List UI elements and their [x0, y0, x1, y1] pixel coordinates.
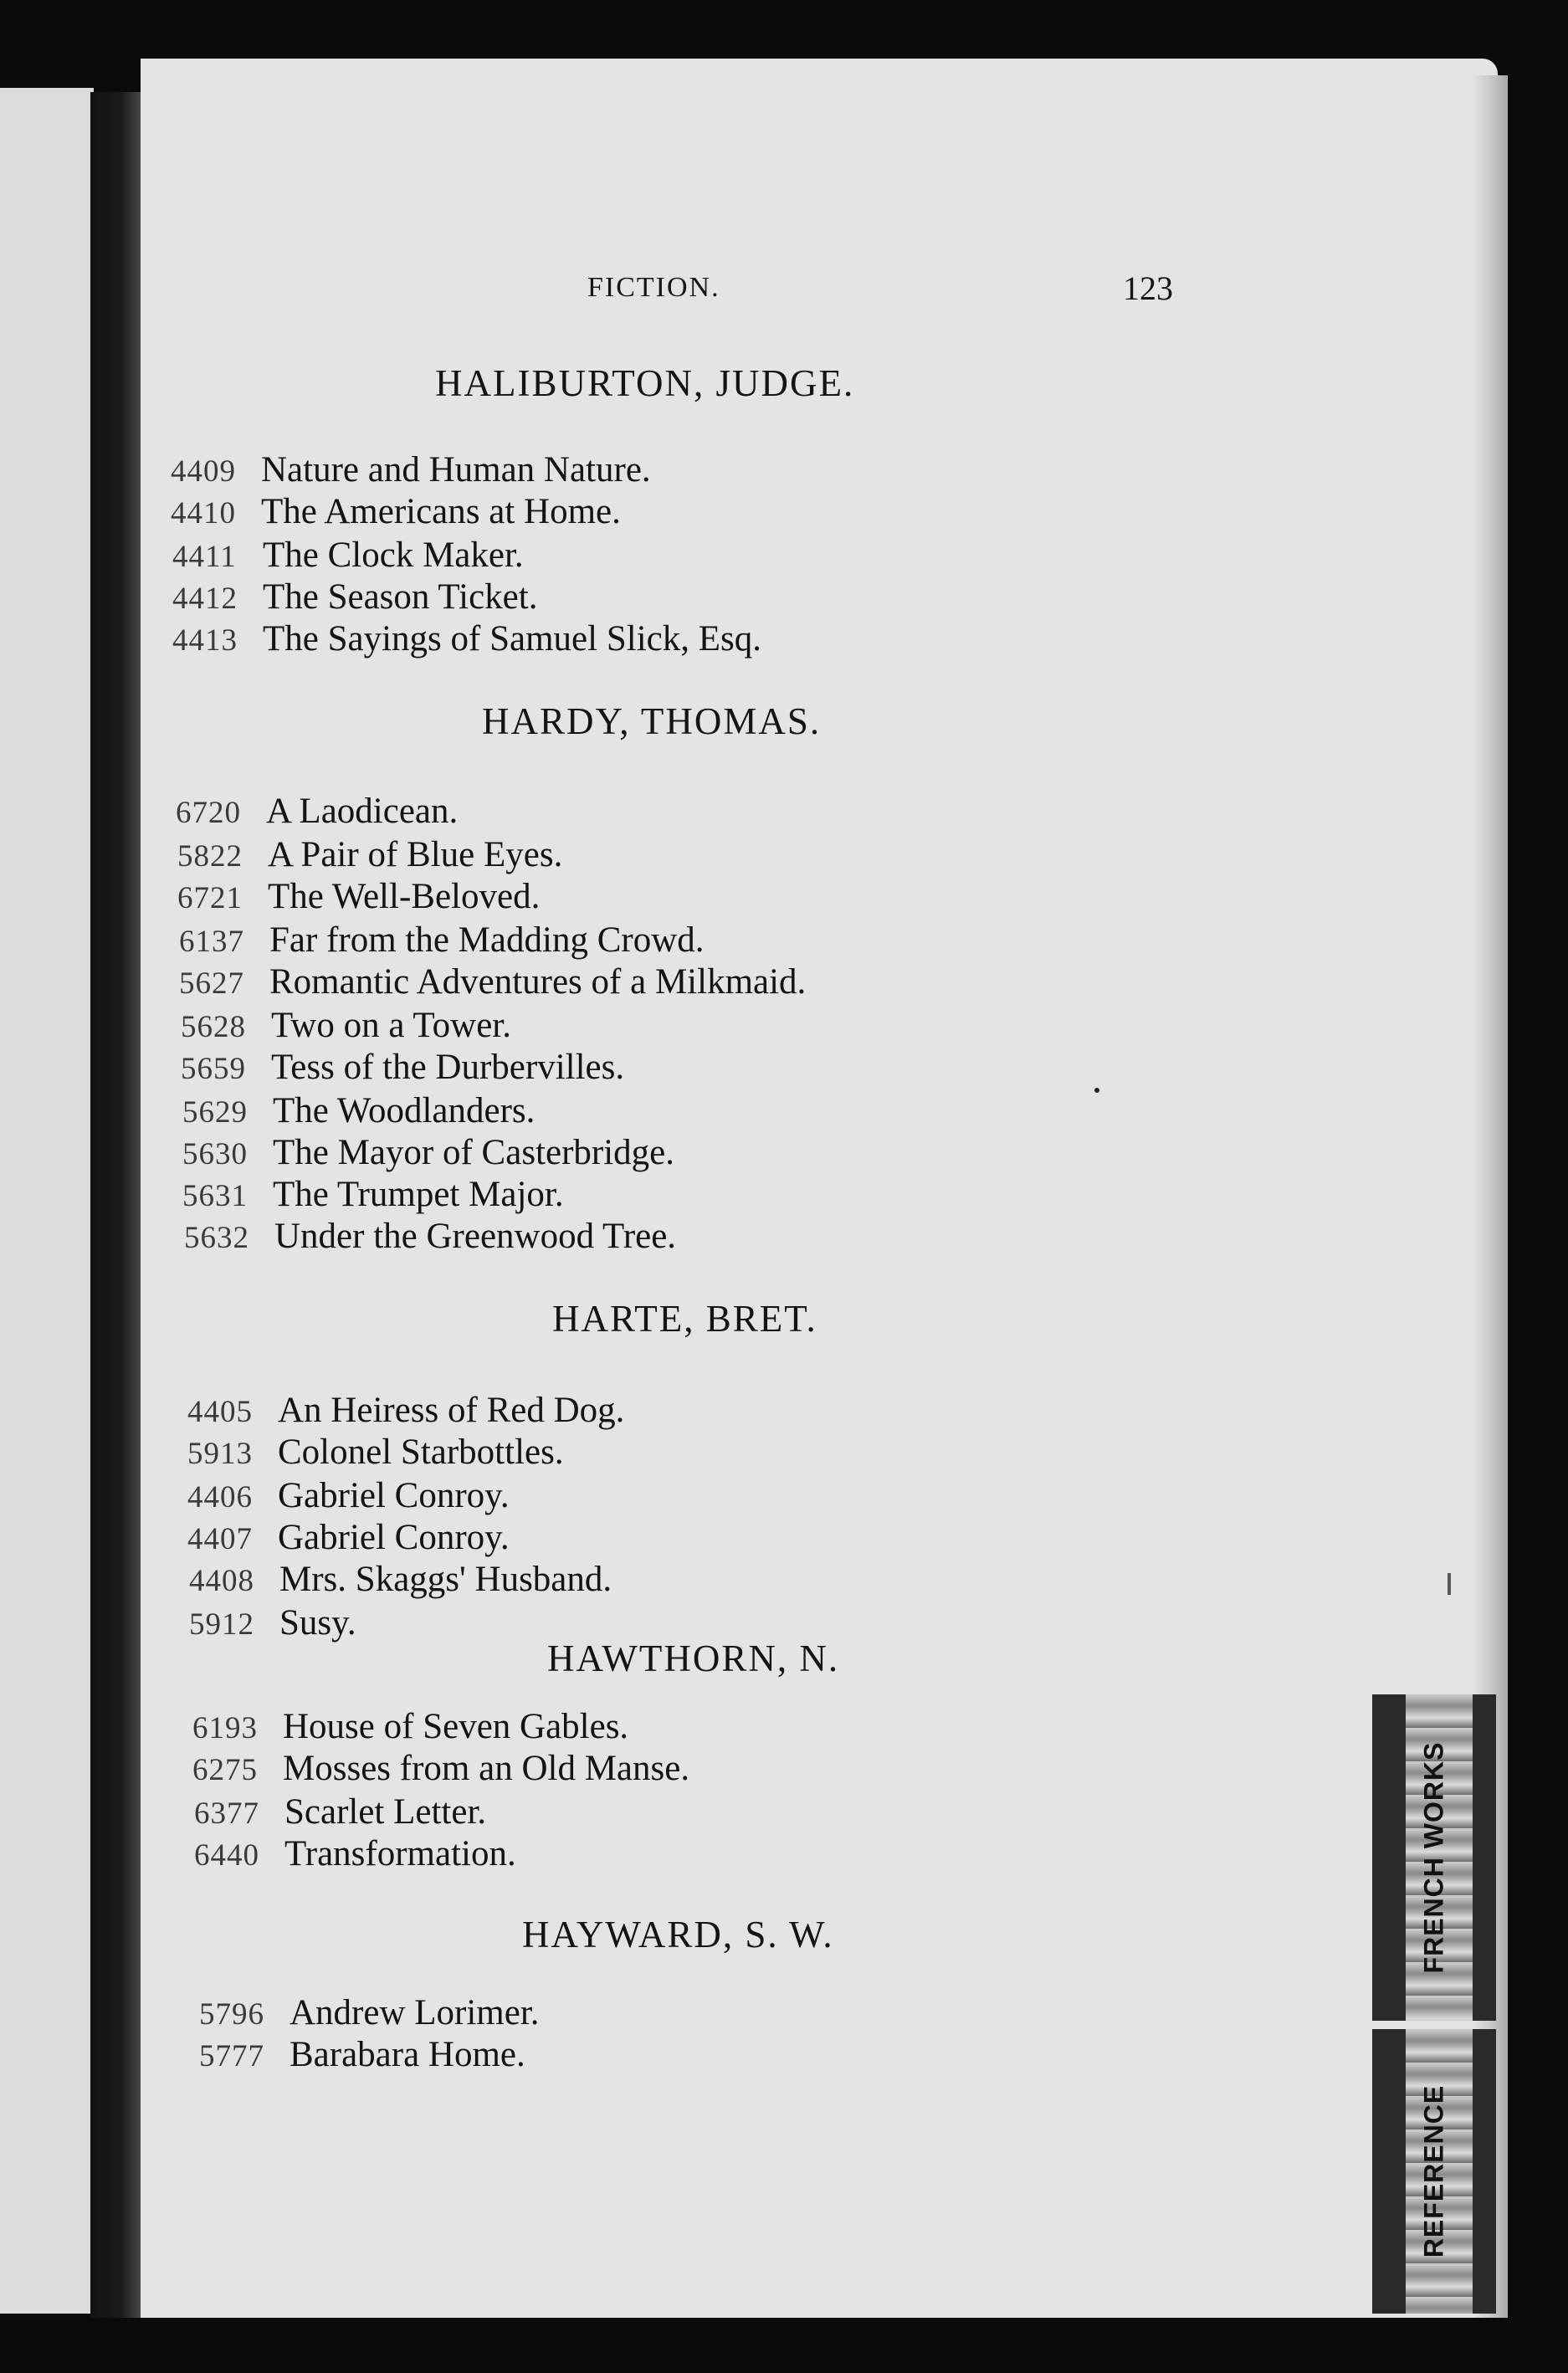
catalog-entry: [187, 1478, 510, 1514]
catalog-entry: [172, 621, 761, 657]
catalog-entry: [172, 579, 537, 615]
call-number: 6721: [177, 881, 243, 915]
running-head: FICTION.: [587, 272, 720, 303]
page-number: 123: [1123, 269, 1173, 307]
page-header: [0, 269, 1568, 314]
book-title: Colonel Starbottles.: [278, 1433, 564, 1472]
call-number: 4407: [187, 1522, 253, 1556]
catalog-entry: [189, 1605, 356, 1641]
call-number: 6440: [194, 1838, 259, 1873]
call-number: 4410: [171, 496, 236, 530]
call-number: 5659: [181, 1052, 246, 1086]
catalog-entry: [187, 1434, 564, 1470]
call-number: 4408: [189, 1564, 254, 1598]
book-title: Mrs. Skaggs' Husband.: [279, 1560, 612, 1599]
book-title: A Laodicean.: [266, 792, 459, 831]
tab-label: REFERENCE: [1418, 2084, 1449, 2258]
author-heading: HARDY, THOMAS.: [482, 700, 822, 742]
call-number: 6193: [192, 1711, 258, 1745]
catalog-entry: [199, 2037, 525, 2073]
call-number: 5796: [199, 1997, 264, 2032]
book-title: Tess of the Durbervilles.: [271, 1048, 625, 1087]
catalog-entry: [192, 1750, 689, 1786]
call-number: 5629: [182, 1095, 248, 1130]
call-number: 5822: [177, 839, 243, 874]
catalog-entry: [171, 494, 621, 530]
book-title: The Mayor of Casterbridge.: [273, 1133, 675, 1172]
catalog-entry: [172, 537, 524, 573]
call-number: 4412: [172, 582, 238, 616]
book-title: Barabara Home.: [290, 2035, 525, 2074]
catalog-entry: [177, 879, 540, 915]
call-number: 5912: [189, 1607, 254, 1642]
book-title: The Trumpet Major.: [273, 1175, 564, 1214]
call-number: 6377: [194, 1796, 259, 1831]
book-title: Susy.: [279, 1603, 356, 1643]
call-number: 5913: [187, 1437, 253, 1471]
catalog-entry: [187, 1392, 624, 1428]
book-title: Nature and Human Nature.: [261, 450, 651, 489]
book-title: Andrew Lorimer.: [290, 1993, 540, 2032]
catalog-entry: [171, 452, 651, 488]
book-title: Gabriel Conroy.: [278, 1518, 510, 1557]
call-number: 6720: [176, 796, 241, 830]
author-heading: HAWTHORN, N.: [547, 1638, 840, 1679]
author-heading: HALIBURTON, JUDGE.: [435, 362, 855, 404]
catalog-entry: [182, 1135, 674, 1171]
catalog-entry: [181, 1049, 624, 1085]
book-title: The Clock Maker.: [263, 536, 524, 575]
catalog-entry: [194, 1836, 516, 1872]
call-number: 4413: [172, 623, 238, 658]
book-title: The Woodlanders.: [273, 1091, 535, 1130]
call-number: 5627: [179, 966, 244, 1001]
book-title: Under the Greenwood Tree.: [274, 1217, 677, 1256]
ink-speck: [1094, 1088, 1099, 1093]
call-number: 5628: [181, 1010, 246, 1044]
author-heading: HAYWARD, S. W.: [522, 1914, 834, 1955]
book-title: The Americans at Home.: [261, 492, 621, 531]
catalog-entry: [181, 1007, 511, 1043]
book-title: Far from the Madding Crowd.: [269, 920, 705, 960]
book-title: Gabriel Conroy.: [278, 1476, 510, 1515]
author-heading: HARTE, BRET.: [552, 1298, 817, 1340]
catalog-entry: [192, 1709, 628, 1745]
call-number: 4405: [187, 1395, 253, 1429]
catalog-entry: [184, 1218, 676, 1254]
call-number: 4411: [172, 540, 237, 574]
catalog-entry: [189, 1561, 612, 1597]
call-number: 5631: [182, 1179, 248, 1213]
index-tab-reference[interactable]: [1372, 2029, 1496, 2314]
call-number: 6137: [179, 925, 244, 959]
catalog-entry: [177, 837, 562, 873]
catalog-entry: [179, 964, 806, 1000]
catalog-entry: [179, 922, 705, 958]
book-title: Transformation.: [284, 1834, 516, 1873]
catalog-entry: [187, 1520, 510, 1556]
index-tab-french-works[interactable]: [1372, 1694, 1496, 2021]
catalog-entry: [194, 1794, 486, 1830]
catalog-entry: [176, 793, 458, 829]
book-title: Mosses from an Old Manse.: [283, 1749, 690, 1788]
book-title: The Season Ticket.: [263, 577, 538, 617]
call-number: 6275: [192, 1753, 258, 1787]
book-title: A Pair of Blue Eyes.: [268, 835, 563, 874]
call-number: 5777: [199, 2039, 264, 2073]
book-title: Two on a Tower.: [271, 1006, 511, 1045]
call-number: 5630: [182, 1137, 248, 1171]
book-title: House of Seven Gables.: [283, 1707, 629, 1746]
paper-mark: [1448, 1573, 1451, 1595]
tab-label: FRENCH WORKS: [1418, 1741, 1449, 1974]
book-title: Scarlet Letter.: [284, 1792, 487, 1832]
facing-page-edge: [0, 88, 94, 2314]
call-number: 4409: [171, 454, 236, 489]
catalog-entry: [199, 1995, 540, 2031]
book-title: The Well-Beloved.: [268, 877, 541, 916]
call-number: 4406: [187, 1480, 253, 1515]
book-title: The Sayings of Samuel Slick, Esq.: [263, 619, 761, 659]
call-number: 5632: [184, 1221, 249, 1255]
catalog-entry: [182, 1093, 535, 1129]
catalog-entry: [182, 1176, 564, 1212]
book-title: An Heiress of Red Dog.: [278, 1391, 625, 1430]
book-title: Romantic Adventures of a Milkmaid.: [269, 962, 807, 1002]
